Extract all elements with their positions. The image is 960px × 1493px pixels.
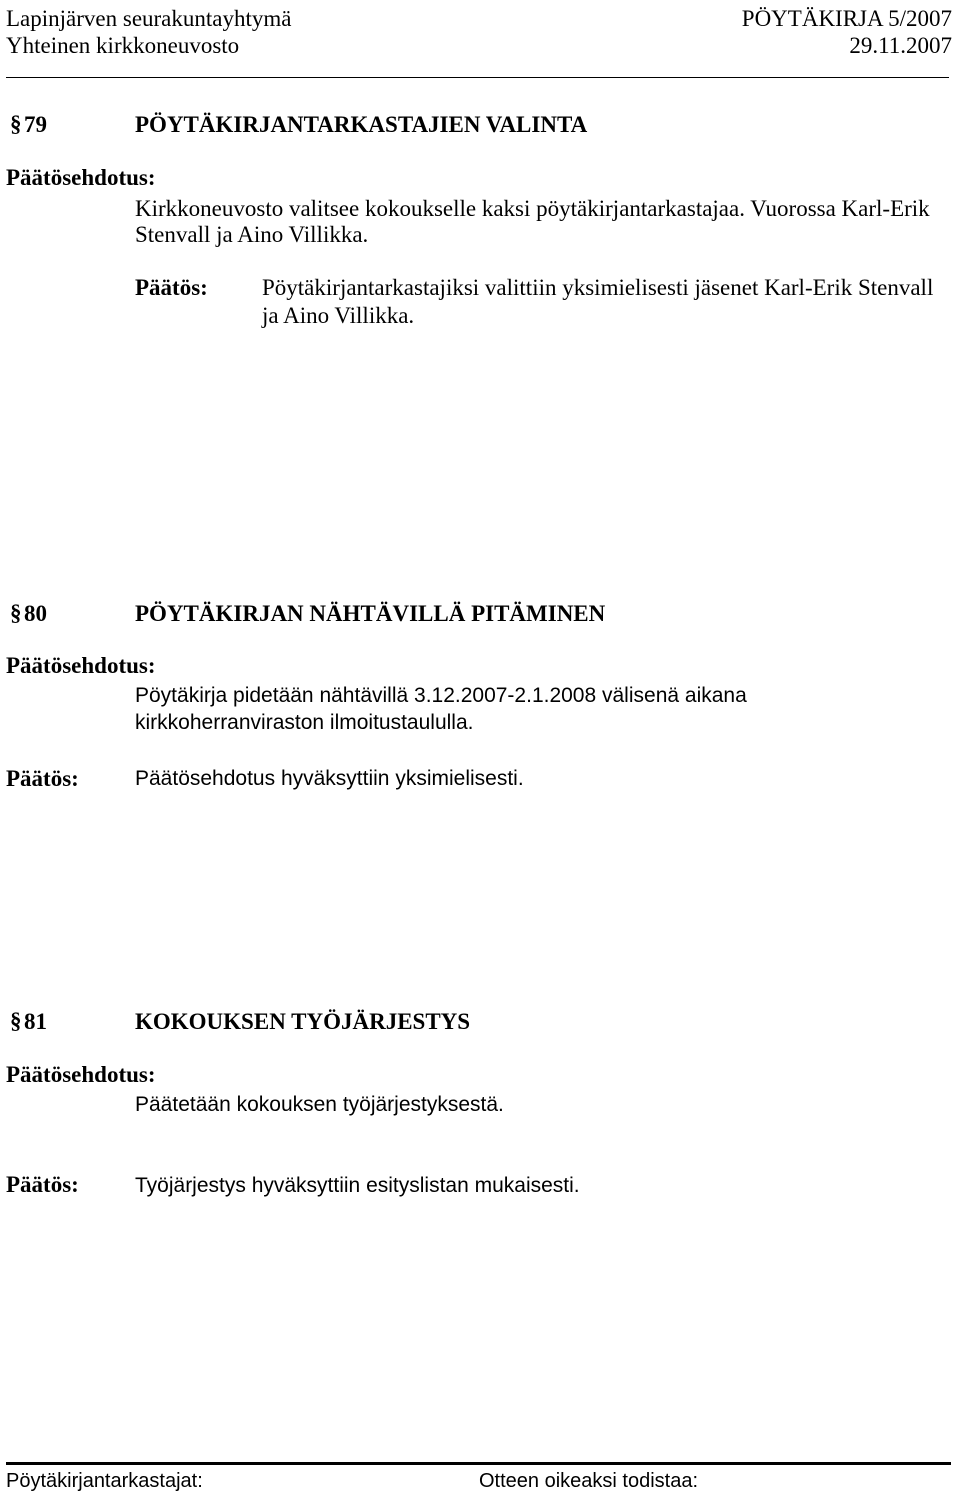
- meeting-date: 29.11.2007: [849, 33, 952, 58]
- header-rule: [6, 77, 949, 78]
- section-title: PÖYTÄKIRJANTARKASTAJIEN VALINTA: [135, 112, 588, 137]
- section-title: PÖYTÄKIRJAN NÄHTÄVILLÄ PITÄMINEN: [135, 601, 606, 626]
- document-title: PÖYTÄKIRJA 5/2007: [741, 6, 952, 31]
- decision-label: Päätös:: [135, 275, 208, 300]
- footer-rule: [6, 1462, 951, 1465]
- decision-text-line: ja Aino Villikka.: [262, 303, 415, 328]
- decision-label: Päätös:: [6, 1172, 79, 1197]
- section-number: 81: [24, 1009, 47, 1034]
- proposal-label: Päätösehdotus:: [6, 165, 156, 190]
- section-symbol: §: [10, 111, 22, 136]
- section-number: 79: [24, 112, 47, 137]
- section-title: KOKOUKSEN TYÖJÄRJESTYS: [135, 1009, 471, 1034]
- proposal-text-line: Stenvall ja Aino Villikka.: [135, 222, 369, 247]
- certified-label: Otteen oikeaksi todistaa:: [479, 1470, 699, 1492]
- proposal-text-line: Kirkkoneuvosto valitsee kokoukselle kaksi pöytäkirjantarkastajaa. Vuorossa Karl-Erik: [135, 196, 930, 221]
- section-symbol: §: [10, 1008, 22, 1033]
- proposal-text-line: kirkkoherranviraston ilmoitustaululla.: [135, 711, 474, 734]
- proposal-label: Päätösehdotus:: [6, 1062, 156, 1087]
- decision-text-line: Työjärjestys hyväksyttiin esityslistan mukaisesti.: [135, 1174, 580, 1197]
- proposal-label: Päätösehdotus:: [6, 653, 156, 678]
- section-number: 80: [24, 601, 47, 626]
- section-symbol: §: [10, 600, 22, 625]
- proposal-text-line: Päätetään kokouksen työjärjestyksestä.: [135, 1093, 504, 1116]
- reviewers-label: Pöytäkirjantarkastajat:: [6, 1470, 203, 1492]
- decision-label: Päätös:: [6, 766, 79, 791]
- organization-name: Lapinjärven seurakuntayhtymä: [6, 6, 292, 31]
- decision-text-line: Pöytäkirjantarkastajiksi valittiin yksimielisesti jäsenet Karl-Erik Stenvall: [262, 275, 934, 300]
- proposal-text-line: Pöytäkirja pidetään nähtävillä 3.12.2007-2.1.2008 välisenä aikana: [135, 684, 747, 707]
- meeting-body: Yhteinen kirkkoneuvosto: [6, 33, 240, 58]
- decision-text-line: Päätösehdotus hyväksyttiin yksimielisesti.: [135, 767, 524, 790]
